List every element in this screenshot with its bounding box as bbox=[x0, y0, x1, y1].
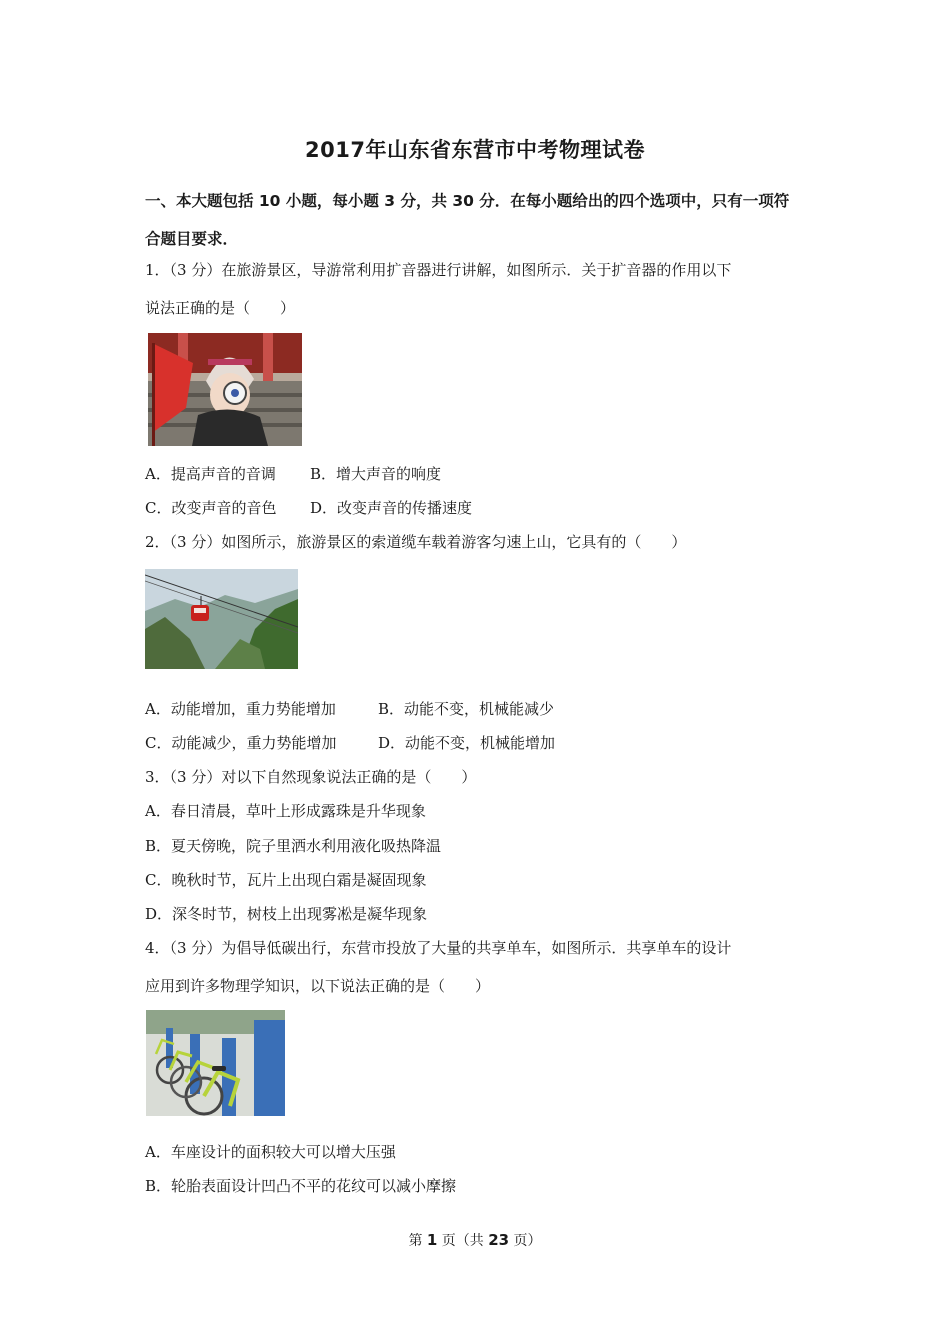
question-4-option-a: A．车座设计的面积较大可以增大压强 bbox=[145, 1143, 396, 1161]
question-2-stem: 2．（3 分）如图所示，旅游景区的索道缆车载着游客匀速上山，它具有的（ ） bbox=[145, 533, 687, 551]
question-1-stem-line-2: 说法正确的是（ ） bbox=[145, 299, 296, 317]
question-4-stem-line-2: 应用到许多物理学知识，以下说法正确的是（ ） bbox=[145, 977, 491, 995]
question-3-stem: 3．（3 分）对以下自然现象说法正确的是（ ） bbox=[145, 768, 477, 786]
cable-car-photo bbox=[145, 569, 298, 669]
page-title: 2017年山东省东营市中考物理试卷 bbox=[305, 138, 645, 162]
question-2-option-b: B．动能不变，机械能减少 bbox=[378, 700, 555, 718]
question-3-option-b: B．夏天傍晚，院子里洒水利用液化吸热降温 bbox=[145, 837, 442, 855]
question-1-stem-line-1: 1．（3 分）在旅游景区，导游常利用扩音器进行讲解，如图所示．关于扩音器的作用以下 bbox=[145, 261, 732, 279]
footer-total-pages: 23 bbox=[488, 1231, 510, 1249]
footer-suffix: 页） bbox=[509, 1233, 542, 1249]
shared-bicycles-photo bbox=[146, 1010, 285, 1116]
question-3-option-d: D．深冬时节，树枝上出现雾凇是凝华现象 bbox=[145, 905, 428, 923]
question-1-option-b: B．增大声音的响度 bbox=[310, 465, 442, 483]
question-1-option-d: D．改变声音的传播速度 bbox=[310, 499, 473, 517]
section-heading-line-1: 一、本大题包括 10 小题，每小题 3 分，共 30 分．在每小题给出的四个选项中，只有一项符 bbox=[145, 192, 790, 210]
footer-page-number: 1 bbox=[426, 1231, 438, 1249]
question-2-option-a: A．动能增加，重力势能增加 bbox=[145, 700, 336, 718]
question-4-stem-line-1: 4．（3 分）为倡导低碳出行，东营市投放了大量的共享单车，如图所示．共享单车的设计 bbox=[145, 939, 732, 957]
footer-middle: 页（共 bbox=[437, 1233, 489, 1249]
tour-guide-megaphone-photo bbox=[148, 333, 302, 446]
question-1-option-a: A．提高声音的音调 bbox=[145, 465, 276, 483]
question-1-option-c: C．改变声音的音色 bbox=[145, 499, 277, 517]
question-2-option-c: C．动能减少，重力势能增加 bbox=[145, 734, 337, 752]
section-heading-line-2: 合题目要求． bbox=[145, 230, 239, 248]
footer-prefix: 第 bbox=[408, 1233, 427, 1249]
question-3-option-a: A．春日清晨，草叶上形成露珠是升华现象 bbox=[145, 802, 426, 820]
question-4-option-b: B．轮胎表面设计凹凸不平的花纹可以减小摩擦 bbox=[145, 1177, 457, 1195]
question-3-option-c: C．晚秋时节，瓦片上出现白霜是凝固现象 bbox=[145, 871, 427, 889]
page-footer bbox=[0, 1230, 950, 1250]
question-2-option-d: D．动能不变，机械能增加 bbox=[378, 734, 556, 752]
